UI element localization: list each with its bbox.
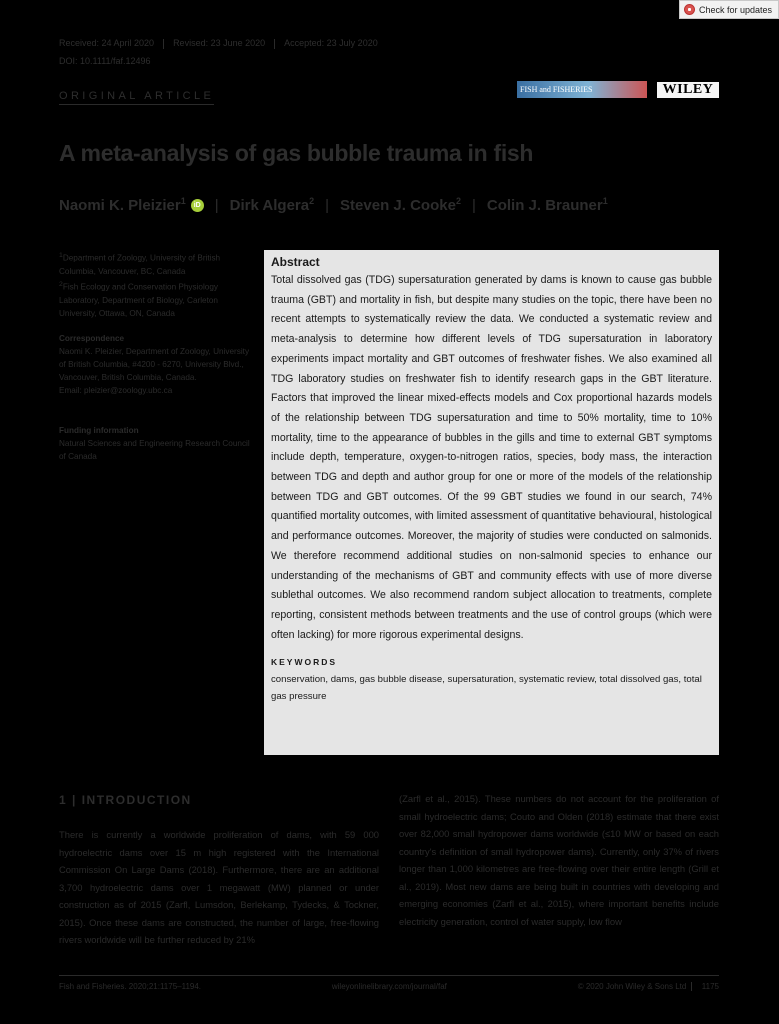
publisher-logo: WILEY [657,82,719,98]
abstract-heading: Abstract [271,255,320,269]
abstract-text: Total dissolved gas (TDG) supersaturation generated by dams is known to cause gas bubble trauma (GBT) and mortality in fish, but despite many studies on the topic, there have been no recent attempts to systematically review the data. We conducted a systematic review and meta-analysis to determine how different levels of TDG supersaturation in laboratory experiments impact mortality and GBT outcomes of freshwater fishes. We also examined all TDG laboratory studies on freshwater fish to identify research gaps in the GBT literature. Factors that improved the linear mixed-effects models and Cox proportional hazards models of the relationship between TDG supersaturation and time to 50% mortality, time to 10% mortality, time to the appearance of bubbles in the gills and time to external GBT symptoms include depth, temperature, oxygen-to-nitrogen ratios, species, body mass, the interaction between TDG and depth and author group for one or more of the models of the relationship between TDG and GBT outcomes. Of the 99 GBT studies we found in our search, 74% quantified mortality outcomes, with limited assessment of quantitative behavioural, histological and performance outcomes. Moreover, the majority of studies were conducted on salmonids. We therefore recommend additional studies on non-salmonid species to enhance our understanding of the mechanisms of GBT and community effects with use of more diverse sublethal outcomes. We also recommend random subject allocation to treatments, complete reporting, consistent methods between treatments and the use of control groups (which were often lacking) for more rigorous experimental designs. [271,274,712,641]
journal-logo: FISH and FISHERIES [517,81,647,98]
funding [59,424,254,463]
author[interactable]: Colin J. Brauner$^1$ [486,196,608,214]
intro-left-column: There is currently a worldwide proliferation of dams, with 59 000 hydroelectric dams over 15 m high registered with the International Commission On Large Dams (2018). Furthermore, there are an additional 3,700 hydroelectric dams over 1 megawatt (MW) planned or under construction as of 2015 (Zarfl, Lumsdon, Berlekamp, Tydecks, & Tockner, 2015). Once these dams are constructed, the number of large, free-flowing rivers worldwide will be further reduced by 21% [59,829,379,945]
journal-citation: Fish and Fisheries. 2020;21:1175–1194. [59,982,202,991]
crossmark-icon [684,4,695,15]
author[interactable]: Steven J. Cooke$^2$ [340,196,461,214]
orcid-icon[interactable]: iD [191,199,204,212]
article-dates [59,38,378,49]
funding-heading: Funding information [59,426,139,435]
author[interactable]: Naomi K. Pleizier$^1$ [59,196,186,214]
intro-right-column: (Zarfl et al., 2015). These numbers do not account for the proliferation of small hydroelectric dams; Couto and Olden (2018) estimate that there exist over 82,000 small hydropower dams worldwide (≤10 MW or based on each country's definition of small hydropower dams). Currently, only 37% of rivers longer than 1,000 kilometres are free-flowing over their entire length (Grill et al., 2019). Most new dams are being built in countries with developing and emerging economies (Zarfl et al., 2015), where important benefits include electricity generation, control of water supply, low flow [399,793,719,927]
affiliation-1: $^1$Department of Zoology, University of British Columbia, Vancouver, BC, Canada [59,252,221,276]
correspondence [59,332,254,397]
author[interactable]: Dirk Algera$^2$ [229,196,315,214]
copyright: © 2020 John Wiley & Sons Ltd 1175 [577,982,719,991]
abstract-box [264,250,719,755]
correspondence-text: Naomi K. Pleizier, Department of Zoology, University of British Columbia, #4200 - 6270, University Blvd., Vancouver, British Columbia, Canada. [59,347,250,382]
page-number: 1175 [691,982,719,991]
check-for-updates-label: Check for updates [699,4,773,15]
keywords-heading: KEYWORDS [271,657,338,668]
article-type: ORIGINAL ARTICLE [59,90,214,105]
section-heading: 1 | INTRODUCTION [59,793,192,807]
funding-text: Natural Sciences and Engineering Research Council of Canada [59,439,250,461]
doi[interactable]: DOI: 10.1111/faf.12496 [59,56,151,66]
page-footer [59,975,719,991]
email[interactable]: Email: pleizier@zoology.ubc.ca [59,386,173,395]
revised-date: Revised: 23 June 2020 [173,38,266,48]
journal-url[interactable]: wileyonlinelibrary.com/journal/faf [331,982,447,991]
correspondence-heading: Correspondence [59,334,125,343]
paper-title: A meta-analysis of gas bubble trauma in fish [59,140,534,166]
affiliation-2: $^2$Fish Ecology and Conservation Physiology Laboratory, Department of Biology, Carleton University, Ottawa, ON, Canada [59,281,219,318]
received-date: Received: 24 April 2020 [59,38,155,48]
keywords-text: conservation, dams, gas bubble disease, supersaturation, systematic review, total dissolved gas, total gas pressure [271,674,702,703]
author-list: Naomi K. Pleizier$^1$ iD | Dirk Algera$^2$ | Steven J. Cooke$^2$ | Colin J. Brauner$^1$ [59,196,608,214]
check-for-updates-button[interactable] [679,0,779,19]
accepted-date: Accepted: 23 July 2020 [284,38,378,48]
